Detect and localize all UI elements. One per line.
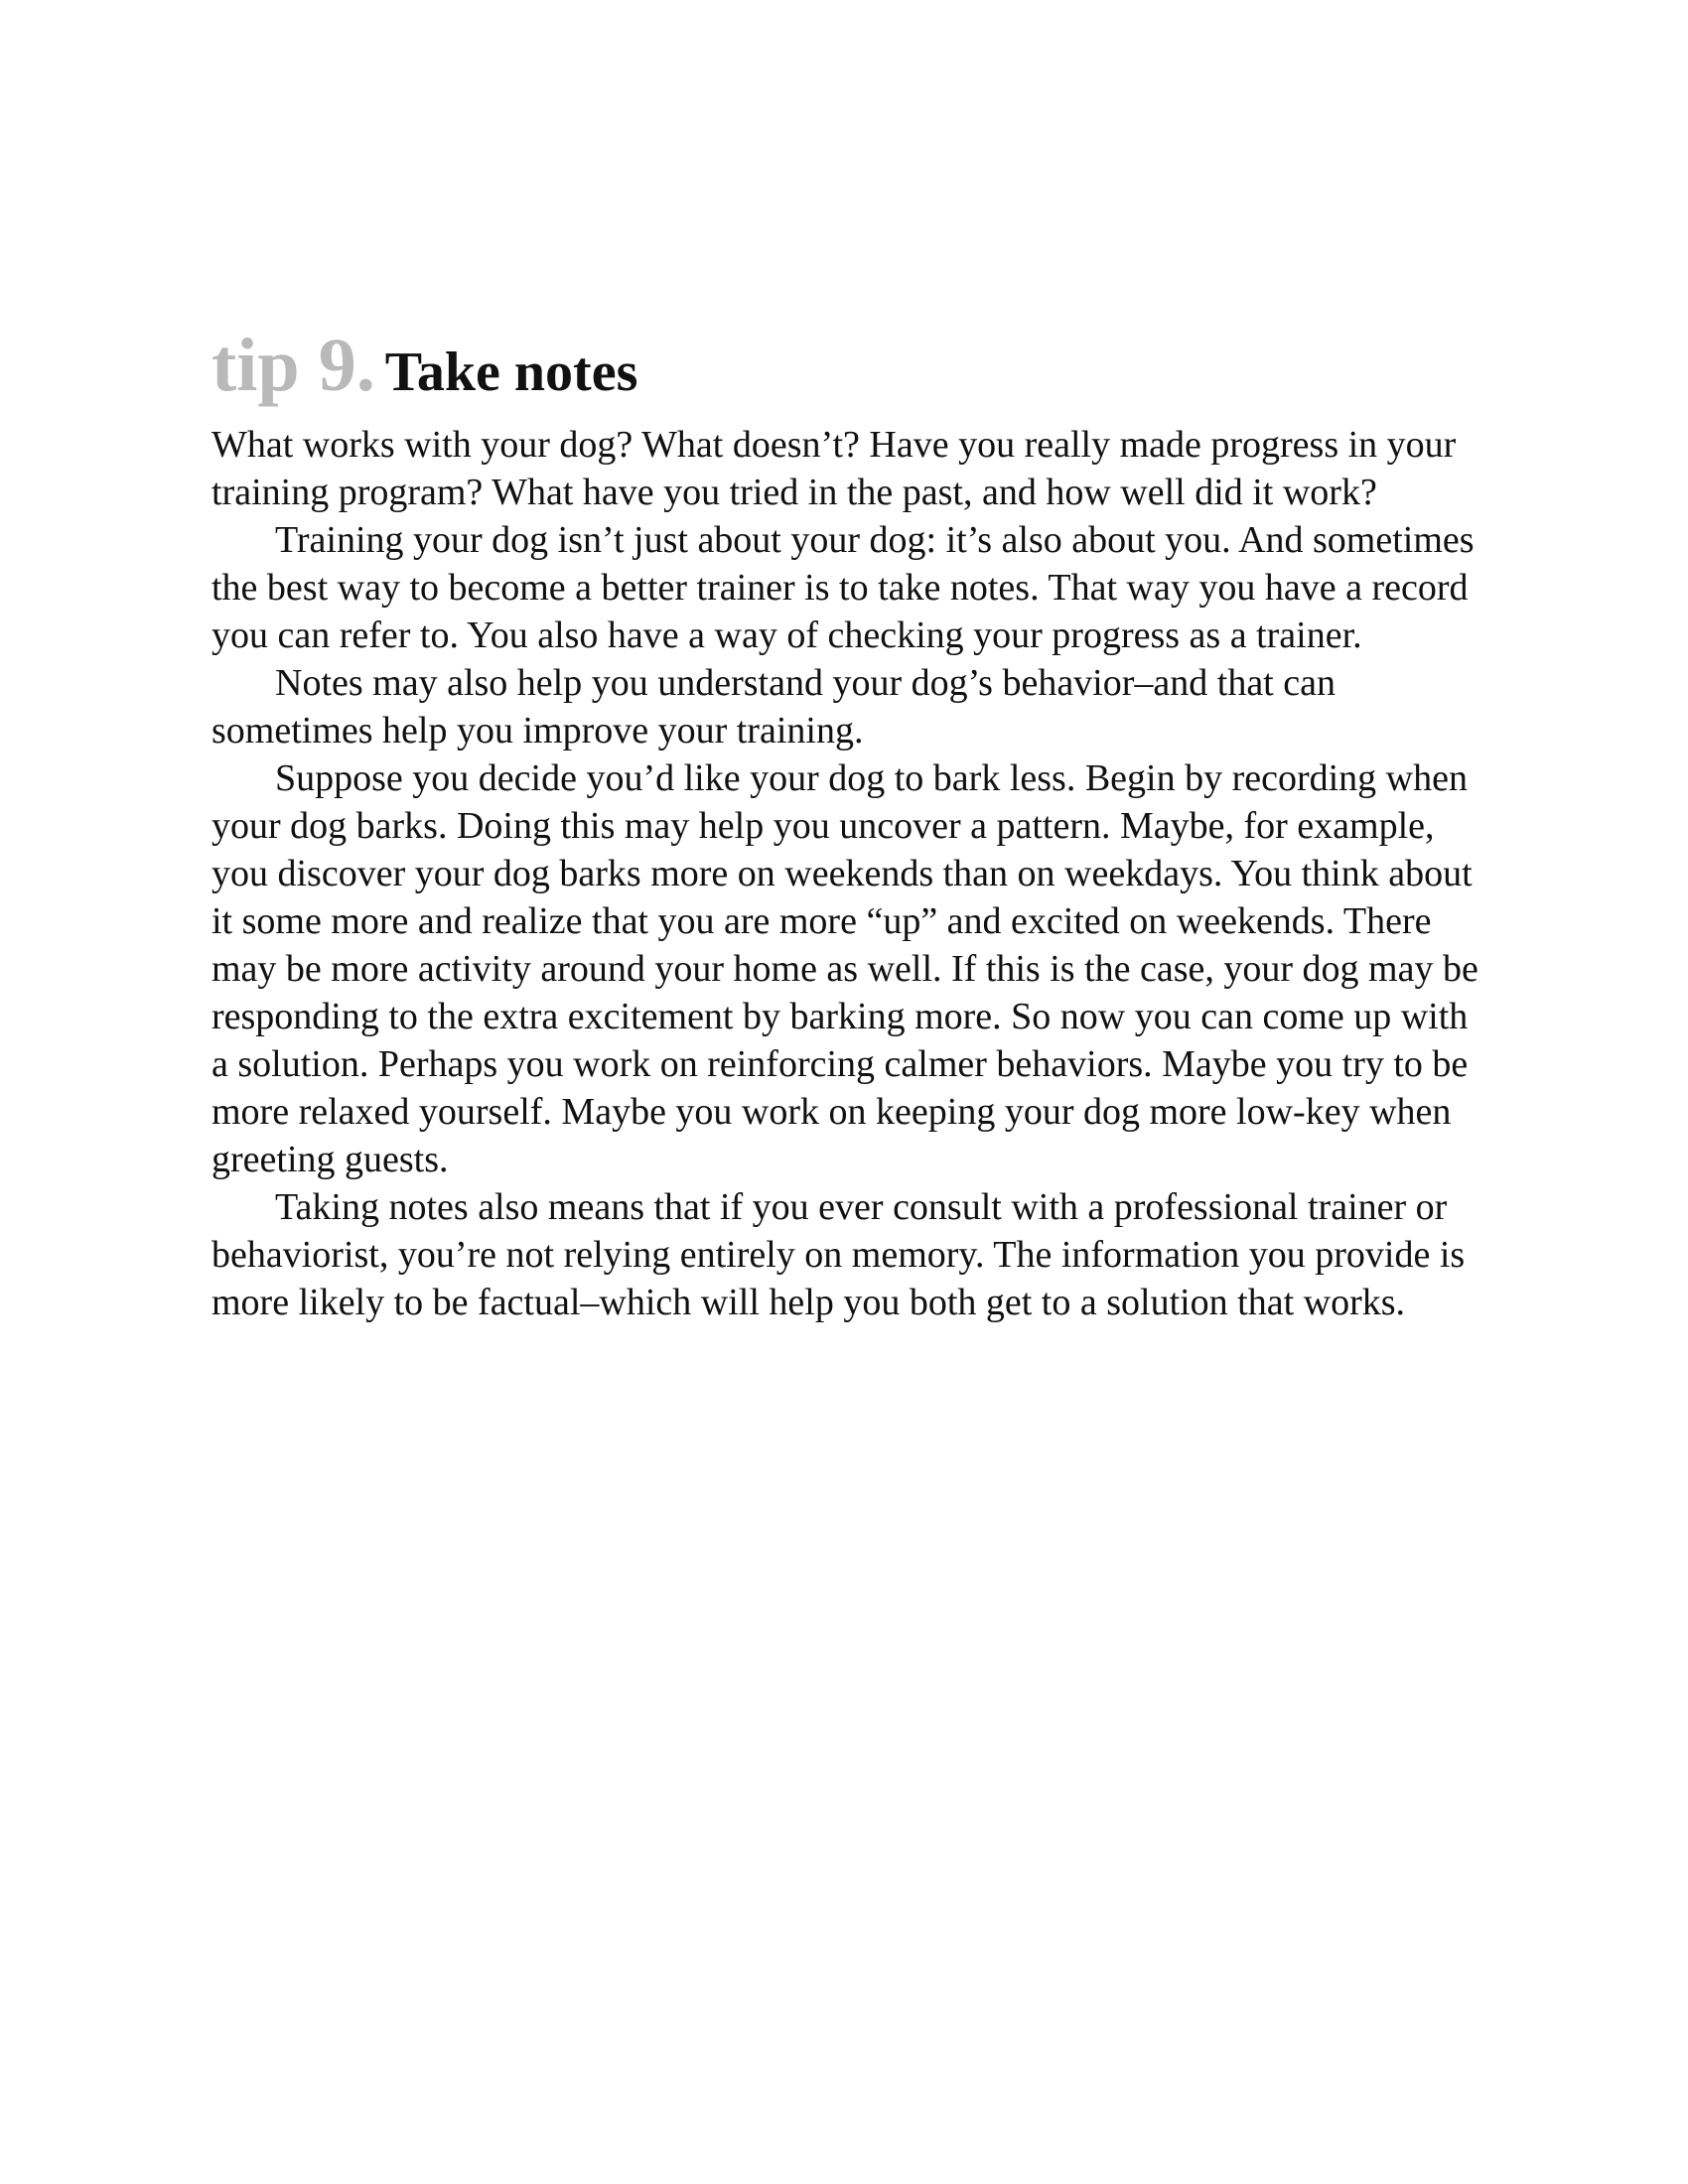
paragraph-training-you: Training your dog isn’t just about your dog: it’s also about you. And sometimes the best way to become a better trainer is to take notes. That way you have a record you can refer to. You also have a way of checking your progress as a trainer. (211, 519, 1475, 656)
document-page (211, 324, 1492, 1326)
paragraph-professional: Taking notes also means that if you ever consult with a professional trainer or behaviorist, you’re not relying entirely on memory. The information you provide is more likely to be factual–which will help you both get to a solution that works. (211, 1186, 1466, 1323)
paragraph-bark-example: Suppose you decide you’d like your dog to bark less. Begin by recording when your dog barks. Doing this may help you uncover a pattern. Maybe, for example, you discover your dog barks more on weekends than on weekdays. You think about it some more and realize that you are more “up” and excited on weekends. There may be more activity around your home as well. If this is the case, your dog may be responding to the extra excitement by barking more. So now you can come up with a solution. Perhaps you work on reinforcing calmer behaviors. Maybe you try to be more relaxed yourself. Maybe you work on keeping your dog more low-key when greeting guests. (211, 757, 1478, 1180)
paragraph-understand-behavior: Notes may also help you understand your dog’s behavior–and that can sometimes help you improve your training. (211, 662, 1336, 751)
tip-number-label: tip 9. (211, 324, 375, 407)
tip-title: Take notes (384, 341, 638, 403)
paragraph-intro: What works with your dog? What doesn’t? Have you really made progress in your training program? What have you tried in the past, and how well did it work? (211, 424, 1457, 513)
body-text (211, 421, 1492, 1326)
tip-heading (211, 324, 1492, 407)
